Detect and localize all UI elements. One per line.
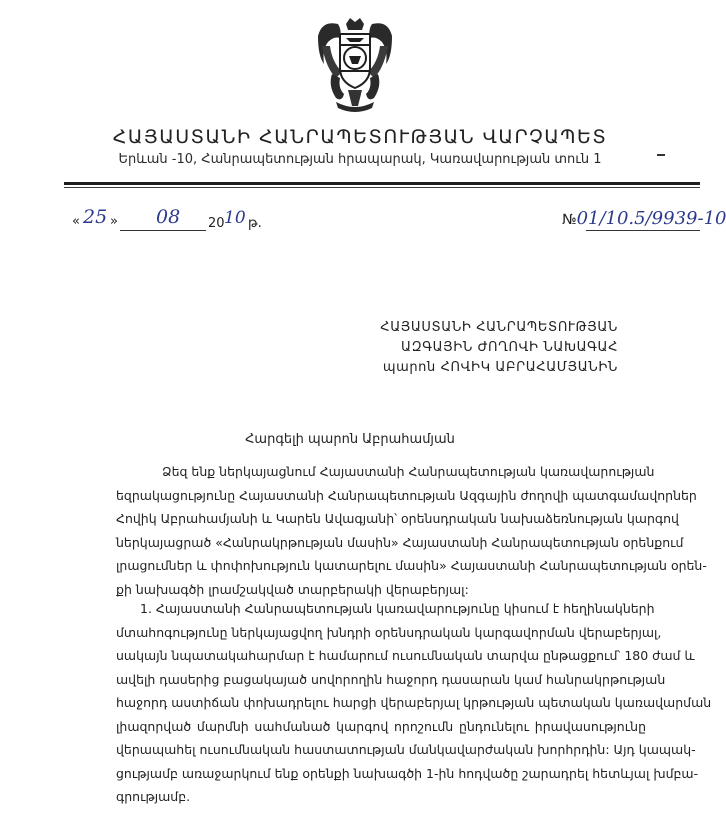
paragraph-line: քի նախագծի լրամշակված տարբերակի վերաբերյալ: [116,581,469,597]
paragraph-line: լրացումներ և փոփոխություն կատարելու մասին» Հայաստանի Հանրապետության օրեն- [116,558,707,573]
paragraph-line: Ձեզ ենք ներկայացնում Հայաստանի Հանրապետության կառավարության [162,464,655,479]
reference-number [562,208,726,229]
paragraph-line: ցությամբ առաջարկում ենք օրենքի նախագծի 1-ին հոդվածը շարադրել հետևյալ խմբա- [116,765,699,781]
addressee-line-3: պարոն ՀՈՎԻԿ ԱԲՐԱՀԱՄՅԱՆԻՆ [382,360,618,375]
org-title: ՀԱՅԱՍՏԱՆԻ ՀԱՆՐԱՊԵՏՈՒԹՅԱՆ ՎԱՐՉԱՊԵՏ [112,126,608,148]
addressee-line-2: ԱԶԳԱՅԻՆ ԺՈՂՈՎԻ ՆԱԽԱԳԱՀ [401,340,618,355]
paragraph-line: 1. Հայաստանի Հանրապետության կառավարությունը կիսում է հեղինակների [140,601,655,616]
date-line [72,206,392,236]
date-year-suffix: թ. [248,216,262,231]
addressee-line-1: ՀԱՅԱՍՏԱՆԻ ՀԱՆՐԱՊԵՏՈՒԹՅԱՆ [380,320,618,335]
paragraph-line: եզրակացությունը Հայաստանի Հանրապետության Ազգային ժողովի պատգամավորներ [116,487,697,503]
date-month-underline [120,230,206,231]
reference-prefix: № [562,212,577,228]
body-paragraph-1 [116,460,707,601]
header-divider-thick [64,182,700,185]
date-year-hand: 10 [224,208,246,228]
coat-of-arms-emblem [312,16,398,116]
org-address: Երևան -10, Հանրապետության հրապարակ, Կառավարության տուն 1 [118,152,602,167]
header-divider-thin [64,187,700,188]
date-month: 08 [156,206,181,228]
paragraph-line: լիազորված մարմնի սահմանած կարգով որոշումն ընդունելու իրավասությունը [116,718,646,734]
reference-value: 01/10.5/9939-10 [576,208,726,229]
date-open-quote: « [72,214,80,229]
date-year-prefix: 20 [208,216,225,231]
body-paragraph-2 [116,597,712,809]
paragraph-line: մտահոգությունը ներկայացվող խնդրի օրենսդրական կարգավորման վերաբերյալ, [116,624,662,640]
paragraph-line: Հովիկ Աբրահամյանի և Կարեն Ավագյանի՝ օրենսդրական նախաձեռնության կարգով [116,511,679,526]
reference-underline [586,230,700,231]
paragraph-line: վերապահել ուսումնական հաստատության մանկավարժական խորհրդին: Այդ կապակ- [116,742,696,757]
addressee-block [380,318,618,378]
date-close-quote: » [110,214,118,229]
paragraph-line: ավելի դասերից բացակայած սովորողին հաջորդ դասարան կամ հանրակրթության [116,671,666,687]
salutation: Հարգելի պարոն Աբրահամյան [245,432,455,447]
paragraph-line: հաջորդ աստիճան փոխադրելու հարցի վերաբերյալ կրթության պետական կառավարման [116,695,712,710]
stray-mark [657,154,665,156]
paragraph-line: սակայն նպատակահարմար է համարում ուսումնական տարվա ընթացքում՝ 180 ժամ և [116,648,695,663]
paragraph-line: գրությամբ. [116,789,191,804]
paragraph-line: ներկայացրած «Հանրակրթության մասին» Հայաստանի Հանրապետության օրենքում [116,534,684,550]
date-day: 25 [83,206,108,228]
